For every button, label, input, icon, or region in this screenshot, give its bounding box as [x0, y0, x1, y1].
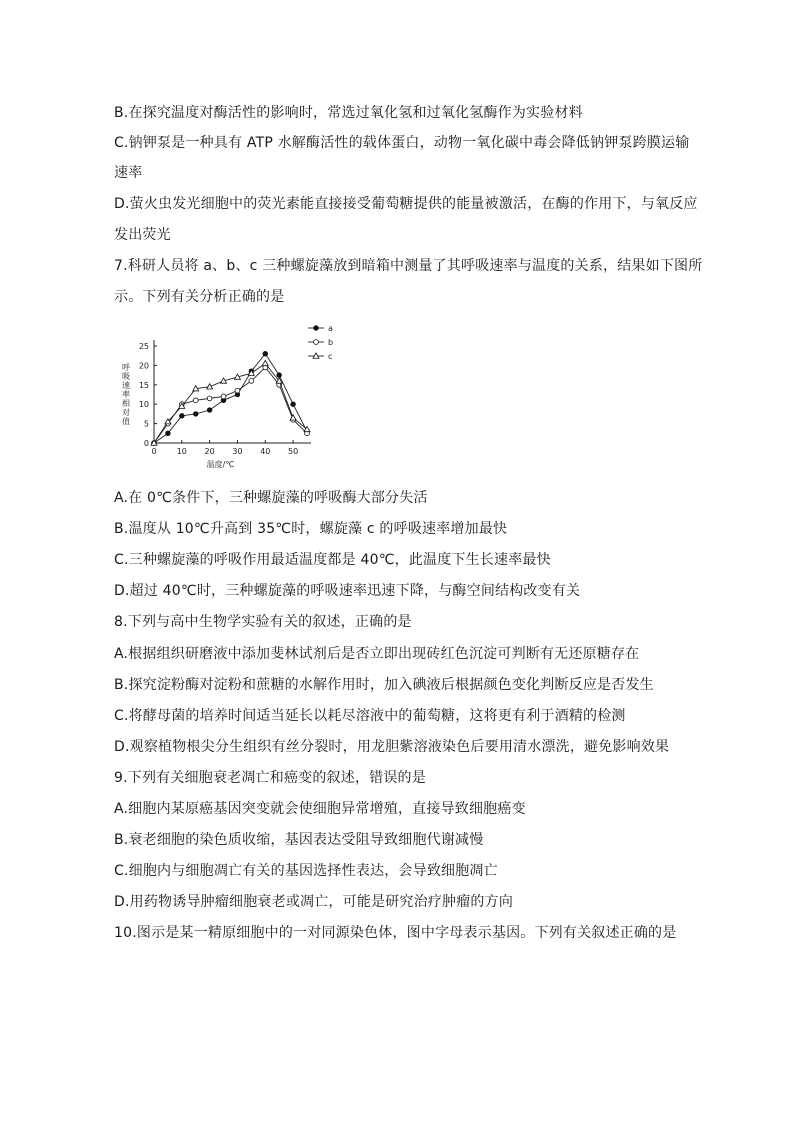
option-c-q8: C.将酵母菌的培养时间适当延长以耗尽溶液中的葡萄糖，这将更有利于酒精的检测 [114, 708, 626, 724]
option-d-q9: D.用药物诱导肿瘤细胞衰老或凋亡，可能是研究治疗肿瘤的方向 [114, 894, 514, 910]
series-a-point [166, 431, 171, 436]
option-b-q9: B.衰老细胞的染色质收缩，基因表达受阻导致细胞代谢减慢 [114, 832, 484, 848]
y-tick-label: 15 [138, 380, 149, 390]
x-tick-label: 40 [260, 447, 271, 456]
option-a-q9: A.细胞内某原癌基因突变就会使细胞异常增殖，直接导致细胞癌变 [114, 801, 526, 817]
option-c-q6-cont: 速率 [114, 165, 143, 181]
series-a-point [263, 351, 268, 356]
option-d-q7: D.超过 40℃时，三种螺旋藻的呼吸速率迅速下降，与酶空间结构改变有关 [114, 583, 581, 599]
series-c-point [207, 384, 213, 389]
series-c-line [154, 363, 307, 443]
series-b-point [221, 394, 226, 399]
question-8: 8.下列与高中生物学实验有关的叙述，正确的是 [114, 614, 412, 630]
legend-a-label: a [328, 324, 333, 333]
y-tick-label: 20 [138, 361, 149, 371]
series-b-point [249, 379, 254, 384]
option-c-q6: C.钠钾泵是一种具有 ATP 水解酶活性的载体蛋白，动物一氧化碳中毒会降低钠钾泵跨膜运输 [114, 135, 690, 151]
series-b-point [235, 388, 240, 393]
question-7-cont: 示。下列有关分析正确的是 [114, 289, 285, 305]
option-c-q7: C.三种螺旋藻的呼吸作用最适温度都是 40℃，此温度下生长速率最快 [114, 552, 551, 568]
series-b-point [193, 398, 198, 403]
series-a-point [180, 414, 185, 419]
series-a-point [314, 326, 319, 331]
legend-c-label: c [328, 352, 333, 361]
series-c-point [262, 360, 268, 365]
question-7: 7.科研人员将 a、b、c 三种螺旋藻放到暗箱中测量了其呼吸速率与温度的关系，结果如下图所 [114, 258, 703, 274]
legend-b-label: b [328, 338, 334, 347]
x-tick-label: 50 [287, 447, 299, 456]
option-d-q6-cont: 发出荧光 [114, 227, 171, 243]
option-b-q7: B.温度从 10℃升高到 35℃时，螺旋藻 c 的呼吸速率增加最快 [114, 521, 508, 537]
y-axis-label: 呼吸速率相对值 [121, 363, 131, 426]
x-tick-label: 0 [151, 447, 157, 456]
option-b-q6: B.在探究温度对酶活性的影响时，常选过氧化氢和过氧化氢酶作为实验材料 [114, 105, 583, 121]
series-a-point [291, 402, 296, 407]
option-a-q7: A.在 0℃条件下，三种螺旋藻的呼吸酶大部分失活 [114, 490, 428, 506]
x-tick-label: 10 [176, 447, 187, 456]
y-tick-label: 10 [138, 400, 149, 410]
x-tick-label: 30 [232, 447, 243, 456]
y-tick-label: 5 [143, 419, 149, 429]
question-10: 10.图示是某一精原细胞中的一对同源染色体，图中字母表示基因。下列有关叙述正确的是 [114, 925, 677, 941]
series-a-line [154, 354, 307, 443]
series-b-point [314, 340, 319, 345]
x-tick-label: 20 [204, 447, 215, 456]
series-a-point [207, 408, 212, 413]
series-b-point [207, 396, 212, 401]
option-a-q8: A.根据组织研磨液中添加斐林试剂后是否立即出现砖红色沉淀可判断有无还原糖存在 [114, 646, 640, 662]
y-tick-label: 0 [143, 439, 149, 448]
x-axis-label: 温度/℃ [206, 460, 235, 469]
respiration-rate-chart [112, 318, 352, 478]
series-a-point [193, 412, 198, 417]
option-b-q8: B.探究淀粉酶对淀粉和蔗糖的水解作用时，加入碘液后根据颜色变化判断反应是否发生 [114, 677, 654, 693]
question-9: 9.下列有关细胞衰老凋亡和癌变的叙述，错误的是 [114, 770, 426, 786]
option-d-q8: D.观察植物根尖分生组织有丝分裂时，用龙胆紫溶液染色后要用清水漂洗，避免影响效果 [114, 739, 670, 755]
series-a-point [277, 373, 282, 378]
y-tick-label: 25 [138, 342, 149, 351]
option-c-q9: C.细胞内与细胞凋亡有关的基因选择性表达，会导致细胞凋亡 [114, 863, 498, 879]
option-d-q6: D.萤火虫发光细胞中的荧光素能直接接受葡萄糖提供的能量被激活，在酶的作用下，与氧反应 [114, 196, 698, 212]
